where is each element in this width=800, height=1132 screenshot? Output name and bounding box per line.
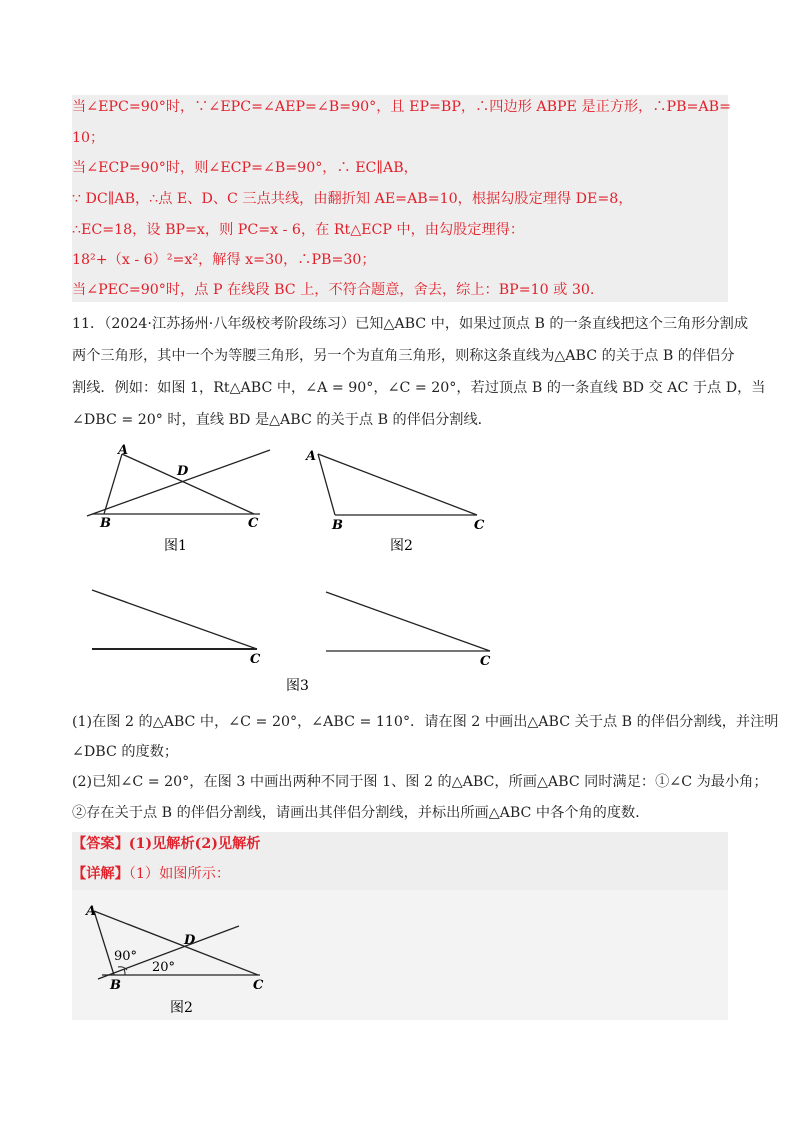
sub-question-line: (1)在图 2 的△ABC 中，∠C = 20°，∠ABC = 110°．请在图 2 中画出△ABC 关于点 B 的伴侣分割线，并注明 bbox=[72, 714, 779, 730]
question-line: 两个三角形，其中一个为等腰三角形，另一个为直角三角形，则称这条直线为△ABC 的关于点 B 的伴侣分 bbox=[72, 348, 735, 364]
figure-3 bbox=[72, 580, 728, 695]
point-label-D: D bbox=[177, 464, 189, 479]
point-label-D: D bbox=[184, 933, 196, 948]
point-label-A: A bbox=[306, 449, 317, 464]
figure-1-caption: 图1 bbox=[164, 538, 187, 554]
point-label-C: C bbox=[253, 978, 264, 993]
figure-3-left-diagram bbox=[92, 590, 261, 667]
point-label-A: A bbox=[118, 443, 129, 458]
point-label-C: C bbox=[480, 654, 491, 669]
solution-line: 当∠EPC=90°时，∵∠EPC=∠AEP=∠B=90°，且 EP=BP，∴四边形 ABPE 是正方形，∴PB=AB= bbox=[72, 99, 731, 115]
question-line: 11．（2024·江苏扬州·八年级校考阶段练习）已知△ABC 中，如果过顶点 B 的一条直线把这个三角形分割成 bbox=[72, 316, 749, 332]
answer-line bbox=[72, 834, 261, 854]
point-label-B: B bbox=[110, 978, 121, 993]
question-line: 割线．例如：如图 1，Rt△ABC 中，∠A = 90°，∠C = 20°，若过顶点 B 的一条直线 BD 交 AC 于点 D，当 bbox=[72, 380, 766, 396]
point-label-B: B bbox=[100, 516, 111, 531]
answer-text: (1)见解析(2)见解析 bbox=[128, 836, 261, 852]
answer-tag: 【答案】 bbox=[72, 836, 129, 852]
point-label-C: C bbox=[248, 516, 259, 531]
figure-2-diagram bbox=[304, 449, 485, 533]
solution-line: 当∠ECP=90°时，则∠ECP=∠B=90°，∴ EC∥AB， bbox=[72, 160, 418, 176]
figure-2-caption: 图2 bbox=[390, 538, 413, 554]
figure-3-caption: 图3 bbox=[286, 678, 309, 694]
point-label-C: C bbox=[474, 518, 485, 533]
figure-3-right-diagram bbox=[326, 592, 491, 669]
solution-line: 10； bbox=[72, 130, 105, 146]
sub-question-line: (2)已知∠C = 20°，在图 3 中画出两种不同于图 1、图 2 的△ABC，所画△ABC 同时满足：①∠C 为最小角； bbox=[72, 774, 768, 790]
answer-figure bbox=[72, 895, 292, 1020]
point-label-A: A bbox=[86, 904, 97, 919]
angle-label-90: 90° bbox=[114, 949, 138, 964]
question-line: ∠DBC = 20° 时，直线 BD 是△ABC 的关于点 B 的伴侣分割线． bbox=[72, 412, 492, 428]
solution-line: ∴EC=18，设 BP=x，则 PC=x - 6，在 Rt△ECP 中，由勾股定理得： bbox=[72, 222, 525, 238]
detail-text: （1）如图所示： bbox=[128, 866, 231, 882]
solution-line: 18²+（x - 6）²=x²，解得 x=30，∴PB=30； bbox=[72, 252, 376, 268]
detail-tag: 【详解】 bbox=[72, 866, 129, 882]
point-label-C: C bbox=[250, 652, 261, 667]
figure-1-diagram bbox=[87, 443, 270, 531]
point-label-B: B bbox=[332, 518, 343, 533]
sub-question-line: ∠DBC 的度数； bbox=[72, 744, 179, 760]
sub-question-line: ②存在关于点 B 的伴侣分割线，请画出其伴侣分割线，并标出所画△ABC 中各个角的度数． bbox=[72, 805, 650, 821]
solution-line: ∵ DC∥AB，∴点 E、D、C 三点共线，由翻折知 AE=AB=10，根据勾股定理得 DE=8， bbox=[72, 191, 633, 207]
figure-1-and-2 bbox=[72, 440, 728, 570]
angle-label-20: 20° bbox=[152, 960, 176, 975]
solution-line: 当∠PEC=90°时，点 P 在线段 BC 上，不符合题意，舍去，综上：BP=10 或 30. bbox=[72, 282, 595, 298]
detail-line bbox=[72, 864, 230, 884]
answer-figure-caption: 图2 bbox=[170, 1000, 193, 1016]
